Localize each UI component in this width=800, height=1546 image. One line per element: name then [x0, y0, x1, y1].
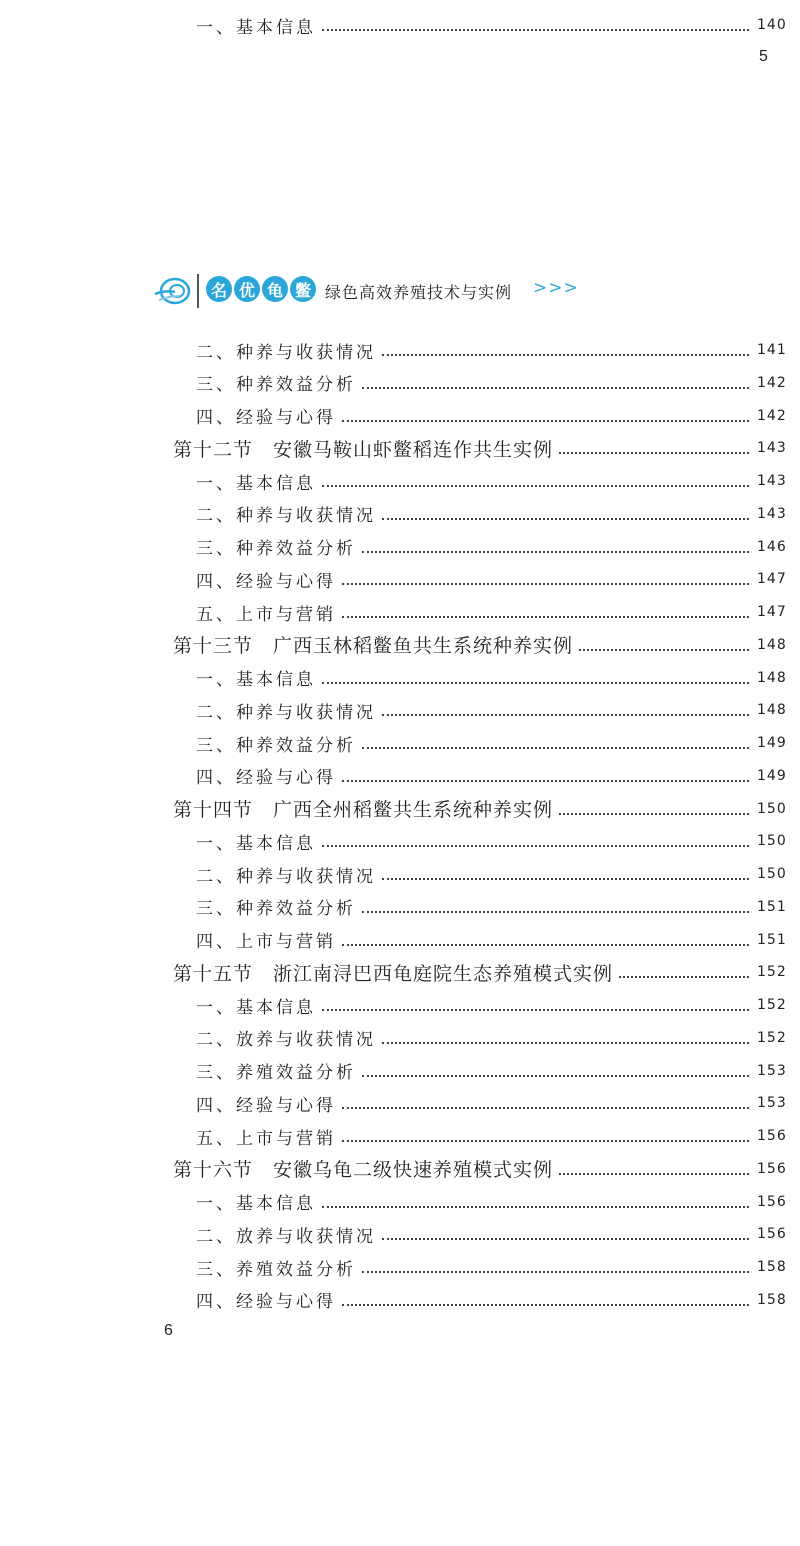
toc-section-title: 第十四节 广西全州稻鳖共生系统种养实例 — [173, 799, 554, 821]
toc-entry-title: 三、种养效益分析 — [196, 539, 356, 559]
toc-page-number: 151 — [757, 898, 787, 915]
toc-entry[interactable] — [196, 1219, 785, 1249]
toc-section-title: 第十三节 广西玉林稻鳖鱼共生系统种养实例 — [173, 635, 574, 658]
swirl-logo-icon — [153, 274, 193, 306]
toc-entry[interactable] — [196, 532, 785, 562]
toc-entry[interactable] — [196, 892, 785, 922]
toc-entry-title: 二、种养与收获情况 — [196, 702, 376, 723]
title-badge: 优 — [234, 276, 260, 302]
toc-entry-title: 四、经验与心得 — [196, 408, 336, 428]
toc-page-number: 141 — [757, 342, 787, 358]
toc-entry-title: 二、种养与收获情况 — [196, 506, 376, 527]
dot-leader — [619, 976, 749, 978]
toc-entry-page: 140 — [757, 17, 787, 33]
title-badge: 鳖 — [290, 276, 316, 302]
toc-page-number: 150 — [757, 833, 787, 850]
toc-entry[interactable] — [196, 564, 785, 594]
toc-entry-title: 五、上市与营销 — [196, 1128, 336, 1149]
dot-leader — [559, 813, 749, 815]
toc-entry-title: 一、基本信息 — [196, 473, 316, 494]
toc-page-number: 150 — [757, 866, 787, 882]
dot-leader — [322, 29, 749, 31]
toc-entry[interactable] — [196, 499, 785, 529]
toc-entry-title: 一、基本信息 — [196, 17, 316, 38]
toc-page-number: 156 — [757, 1193, 787, 1210]
toc-page-number: 151 — [757, 931, 787, 948]
toc-entry[interactable] — [196, 368, 785, 398]
dot-leader — [579, 649, 749, 651]
toc-entry-title: 二、放养与收获情况 — [196, 1226, 376, 1247]
toc-page-number: 158 — [757, 1259, 787, 1275]
running-header — [153, 272, 593, 312]
toc-page-number: 149 — [757, 735, 787, 751]
toc-entry-title: 一、基本信息 — [196, 833, 316, 854]
toc-entry[interactable] — [196, 1088, 785, 1118]
dot-leader — [382, 354, 749, 356]
toc-page-number: 152 — [757, 997, 787, 1013]
toc-entry-title: 一、基本信息 — [196, 670, 316, 690]
toc-entry-title: 二、放养与收获情况 — [196, 1030, 376, 1051]
toc-page-number: 149 — [757, 767, 787, 784]
toc-page-number: 147 — [757, 604, 787, 620]
toc-entry-title: 二、种养与收获情况 — [196, 866, 376, 887]
dot-leader — [382, 714, 749, 716]
toc-entry[interactable] — [196, 1285, 785, 1315]
toc-section-title: 第十五节 浙江南浔巴西龟庭院生态养殖模式实例 — [173, 962, 614, 985]
dot-leader — [362, 747, 749, 749]
dot-leader — [362, 551, 749, 553]
dot-leader — [342, 780, 749, 782]
dot-leader — [342, 1140, 749, 1142]
title-badges — [206, 276, 316, 302]
toc-entry[interactable] — [196, 990, 785, 1020]
toc-entry-title: 二、种养与收获情况 — [196, 342, 376, 363]
dot-leader — [342, 1107, 749, 1109]
toc-entry-title: 五、上市与营销 — [196, 604, 336, 625]
dot-leader — [322, 485, 749, 487]
header-subtitle: 绿色高效养殖技术与实例 — [325, 283, 513, 302]
toc-entry[interactable] — [196, 10, 785, 40]
toc-entry[interactable] — [196, 1023, 785, 1053]
toc-page-number: 152 — [757, 1029, 787, 1046]
dot-leader — [322, 682, 749, 684]
dot-leader — [342, 583, 749, 585]
toc-entry-title: 一、基本信息 — [196, 1194, 316, 1214]
toc-entry[interactable] — [196, 695, 785, 725]
toc-entry[interactable] — [196, 335, 785, 365]
toc-section[interactable] — [173, 630, 785, 660]
title-badge: 名 — [206, 276, 232, 302]
toc-page-number: 147 — [757, 571, 787, 588]
dot-leader — [322, 1206, 749, 1208]
toc-entry[interactable] — [196, 1187, 785, 1217]
dot-leader — [362, 1271, 749, 1273]
dot-leader — [382, 1042, 749, 1044]
toc-entry-title: 三、养殖效益分析 — [196, 1063, 356, 1083]
toc-entry[interactable] — [196, 1121, 785, 1151]
toc-entry[interactable] — [196, 1056, 785, 1086]
toc-page-number: 158 — [757, 1291, 787, 1308]
toc-page-number: 153 — [757, 1062, 787, 1079]
toc-entry-title: 三、种养效益分析 — [196, 375, 356, 396]
toc-entry[interactable] — [196, 826, 785, 856]
toc-page-number: 142 — [757, 374, 787, 391]
toc-section-title: 第十二节 安徽马鞍山虾鳖稻连作共生实例 — [173, 438, 554, 461]
dot-leader — [559, 452, 749, 454]
toc-page-number: 148 — [757, 636, 787, 653]
dot-leader — [322, 1009, 749, 1011]
toc-entry-title: 四、上市与营销 — [196, 932, 336, 952]
dot-leader — [382, 878, 749, 880]
header-divider — [197, 274, 199, 308]
toc-section[interactable] — [173, 433, 785, 463]
toc-entry[interactable] — [196, 466, 785, 496]
dot-leader — [382, 518, 749, 520]
dot-leader — [342, 944, 749, 946]
dot-leader — [559, 1173, 749, 1175]
toc-entry-title: 四、经验与心得 — [196, 1095, 336, 1116]
toc-page-number: 146 — [757, 538, 787, 555]
toc-entry-title: 一、基本信息 — [196, 997, 316, 1018]
toc-section[interactable] — [173, 957, 785, 987]
toc-entry[interactable] — [196, 663, 785, 693]
toc-section[interactable] — [173, 794, 785, 824]
toc-entry[interactable] — [196, 925, 785, 955]
toc-page-number: 156 — [757, 1226, 787, 1243]
toc-entry[interactable] — [196, 1252, 785, 1282]
dot-leader — [342, 616, 749, 618]
toc-page-number: 150 — [757, 800, 787, 817]
header-arrows: >>> — [533, 278, 579, 298]
cut-off-heading — [175, 0, 505, 4]
toc-entry-title: 三、种养效益分析 — [196, 735, 356, 756]
toc-page-number: 152 — [757, 964, 787, 981]
toc-page-number: 143 — [757, 440, 787, 457]
dot-leader — [342, 1304, 749, 1306]
toc-entry[interactable] — [196, 859, 785, 889]
toc-page-number: 156 — [757, 1160, 787, 1177]
dot-leader — [342, 420, 749, 422]
toc-entry[interactable] — [196, 401, 785, 431]
toc-section-title: 第十六节 安徽乌龟二级快速养殖模式实例 — [173, 1159, 554, 1182]
toc-page-number: 142 — [757, 407, 787, 424]
toc-entry-title: 四、经验与心得 — [196, 768, 336, 789]
dot-leader — [382, 1238, 749, 1240]
dot-leader — [362, 387, 749, 389]
title-badge: 龟 — [262, 276, 288, 302]
toc-page-number: 148 — [757, 702, 787, 719]
toc-page-number: 143 — [757, 505, 787, 522]
page-number-bottom: 6 — [164, 1322, 173, 1339]
dot-leader — [362, 911, 749, 913]
toc-entry-title: 三、种养效益分析 — [196, 899, 356, 920]
toc-page-number: 143 — [757, 473, 787, 489]
toc-entry-title: 三、养殖效益分析 — [196, 1259, 356, 1280]
toc-page-number: 148 — [757, 669, 787, 686]
toc-entry[interactable] — [196, 761, 785, 791]
toc-section[interactable] — [173, 1154, 785, 1184]
dot-leader — [322, 845, 749, 847]
toc-page-number: 153 — [757, 1095, 787, 1112]
toc-entry-title: 四、经验与心得 — [196, 1292, 336, 1313]
toc-page-number: 156 — [757, 1128, 787, 1144]
page-number-top: 5 — [759, 48, 768, 65]
toc-entry[interactable] — [196, 597, 785, 627]
toc-entry[interactable] — [196, 728, 785, 758]
toc-entry-title: 四、经验与心得 — [196, 571, 336, 592]
dot-leader — [362, 1075, 749, 1077]
